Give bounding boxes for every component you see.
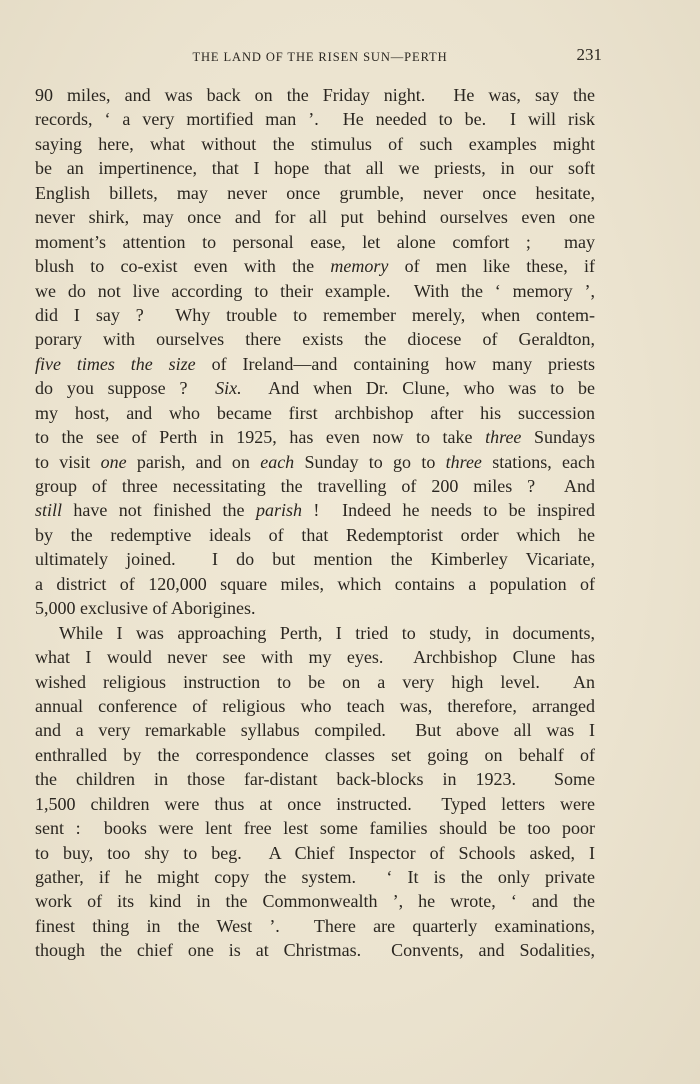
text-line: [35, 450, 595, 474]
text-line: [35, 792, 595, 816]
text-run: ultimately joined. I do but mention the Kimberley Vicariate,: [35, 549, 595, 570]
text-run: the children in those far-distant back-blocks in 1923. Some: [35, 769, 595, 790]
text-line: [35, 596, 595, 620]
text-run: While I was approaching Perth, I tried to study, in documents,: [59, 622, 595, 643]
italic-text: three: [445, 451, 482, 472]
text-run: blush to co-exist even with the: [35, 256, 331, 277]
text-line: [35, 83, 595, 107]
text-line: [35, 376, 595, 400]
text-run: though the chief one is at Christmas. Convents, and Sodalities,: [35, 940, 595, 961]
italic-text: each: [260, 451, 295, 472]
text-line: [35, 474, 595, 498]
text-run: of men like these, if: [388, 256, 595, 277]
text-run: work of its kind in the Commonwealth ’, he wrote, ‘ and the: [35, 891, 595, 912]
text-run: to buy, too shy to beg. A Chief Inspector of Schools asked, I: [35, 842, 595, 863]
text-run: stations, each: [481, 451, 595, 472]
text-line: [35, 425, 595, 449]
text-run: wished religious instruction to be on a very high level. An: [35, 671, 595, 692]
text-run: parish, and on: [126, 451, 261, 472]
text-run: we do not live according to their example. With the ‘ memory ’,: [35, 280, 595, 301]
text-line: [35, 181, 595, 205]
italic-text: one: [100, 451, 127, 472]
text-line: [35, 401, 595, 425]
text-run: Sundays: [521, 427, 595, 448]
text-line: [35, 205, 595, 229]
text-run: of Ireland—and containing how many priests: [195, 353, 595, 374]
text-line: [35, 670, 595, 694]
text-run: enthralled by the correspondence classes set going on behalf of: [35, 744, 595, 765]
text-run: 5,000 exclusive of Aborigines.: [35, 598, 256, 619]
text-run: porary with ourselves there exists the diocese of Geraldton,: [35, 329, 595, 350]
text-run: moment’s attention to personal ease, let alone comfort ; may: [35, 231, 595, 252]
text-run: by the redemptive ideals of that Redemptorist order which he: [35, 524, 595, 545]
text-run: annual conference of religious who teach was, therefore, arranged: [35, 695, 595, 716]
text-run: and a very remarkable syllabus compiled. But above all was I: [35, 720, 595, 741]
text-line: [35, 914, 595, 938]
italic-text: still: [35, 500, 63, 521]
text-line: [35, 498, 595, 522]
italic-text: memory: [330, 256, 389, 277]
text-line: [35, 327, 595, 351]
text-line: [35, 767, 595, 791]
text-line: [35, 352, 595, 376]
text-line: [35, 547, 595, 571]
italic-text: five times the size: [35, 353, 196, 374]
text-line: [35, 303, 595, 327]
text-line: [35, 743, 595, 767]
text-line: [35, 156, 595, 180]
text-run: Sunday to go to: [294, 451, 446, 472]
text-line: [35, 279, 595, 303]
text-run: did I say ? Why trouble to remember merely, when contem-: [35, 304, 595, 325]
text-line: [35, 938, 595, 962]
text-line: [35, 107, 595, 131]
text-line: [35, 865, 595, 889]
text-run: gather, if he might copy the system. ‘ It is the only private: [35, 867, 595, 887]
text-line: [35, 841, 595, 865]
text-run: ! Indeed he needs to be inspired: [301, 500, 595, 521]
text-run: do you suppose ?: [35, 378, 216, 399]
text-line: [35, 572, 595, 596]
running-head: THE LAND OF THE RISEN SUN—PERTH: [192, 50, 448, 64]
italic-text: three: [485, 427, 522, 448]
page-number: 231: [576, 45, 602, 64]
text-run: my host, and who became first archbishop after his succession: [35, 402, 595, 423]
text-line: [35, 889, 595, 913]
text-run: what I would never see with my eyes. Archbishop Clune has: [35, 647, 595, 668]
text-run: to visit: [35, 451, 101, 472]
text-run: English billets, may never once grumble, never once hesitate,: [35, 182, 595, 203]
text-line: [35, 718, 595, 742]
text-run: never shirk, may once and for all put behind ourselves even one: [35, 207, 595, 228]
text-line: [35, 523, 595, 547]
text-run: group of three necessitating the travelling of 200 miles ? And: [35, 476, 595, 496]
text-line: [35, 621, 595, 645]
text-run: to the see of Perth in 1925, has even now to take: [35, 427, 486, 448]
text-run: saying here, what without the stimulus of such examples might: [35, 133, 595, 154]
body-text: [35, 83, 595, 963]
text-line: [35, 132, 595, 156]
text-line: [35, 254, 595, 278]
text-line: [35, 816, 595, 840]
text-line: [35, 645, 595, 669]
text-run: have not finished the: [62, 500, 256, 521]
text-run: be an impertinence, that I hope that all we priests, in our soft: [35, 158, 595, 179]
text-run: finest thing in the West ’. There are quarterly examinations,: [35, 915, 595, 936]
text-run: a district of 120,000 square miles, which contains a population of: [35, 573, 595, 594]
text-line: [35, 694, 595, 718]
text-run: 90 miles, and was back on the Friday night. He was, say the: [35, 85, 595, 105]
italic-text: Six.: [215, 378, 242, 399]
text-line: [35, 230, 595, 254]
italic-text: parish: [255, 500, 302, 521]
text-run: sent : books were lent free lest some families should be too poor: [35, 818, 595, 839]
text-run: And when Dr. Clune, who was to be: [241, 378, 595, 399]
text-run: records, ‘ a very mortified man ’. He needed to be. I will risk: [35, 109, 595, 130]
text-run: 1,500 children were thus at once instructed. Typed letters were: [35, 793, 595, 814]
